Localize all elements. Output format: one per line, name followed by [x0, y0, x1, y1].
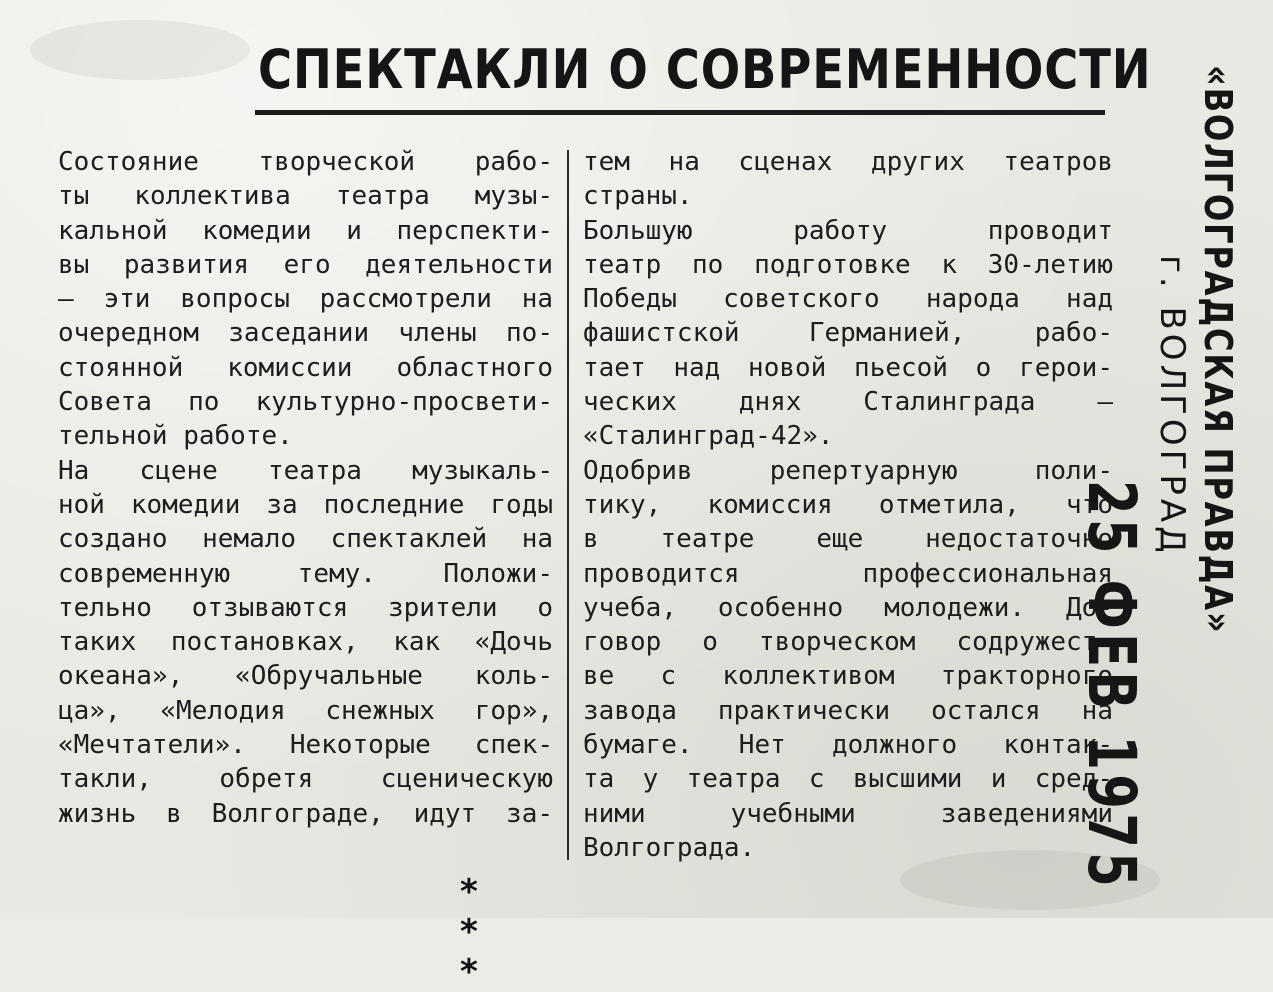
text-line: ве с коллективом тракторного — [583, 661, 1113, 692]
text-line: На сцене театра музыкаль- — [58, 455, 553, 486]
text-line: учеба, особенно молодежи. До- — [583, 592, 1113, 623]
paper-smudge — [30, 20, 250, 80]
text-line: тику, комиссия отметила, что — [583, 489, 1113, 520]
text-line: театр по подготовке к 30-летию — [583, 249, 1113, 280]
text-line: говор о творческом содружест- — [583, 627, 1113, 658]
text-line: Большую работу проводит — [583, 215, 1113, 246]
text-line: стоянной комиссии областного — [58, 352, 553, 383]
text-line: ца», «Мелодия снежных гор», — [58, 695, 553, 726]
text-line: Состояние творческой рабо- — [58, 147, 553, 177]
text-line: тает над новой пьесой о герои- — [583, 352, 1113, 383]
text-line: «Мечтатели». Некоторые спек- — [58, 730, 553, 761]
text-line: тем на сценах других театров — [583, 147, 1113, 177]
section-separator: * * * — [460, 872, 540, 992]
text-line: вы развития его деятельности — [58, 249, 553, 280]
text-line: в театре еще недостаточно — [583, 524, 1113, 555]
text-line: ной комедии за последние годы — [58, 489, 553, 520]
stamp-date: 25 ФЕВ 1975 — [1073, 480, 1150, 892]
column-divider — [567, 150, 569, 860]
text-line: океана», «Обручальные коль- — [58, 661, 553, 692]
text-line: создано немало спектаклей на — [58, 524, 553, 555]
text-line: современную тему. Положи- — [58, 558, 553, 589]
text-line: бумаге. Нет должного контак- — [583, 730, 1113, 761]
text-line: — эти вопросы рассмотрели на — [58, 284, 553, 315]
text-line: Одобрив репертуарную поли- — [583, 455, 1113, 486]
text-line: ты коллектива театра музы- — [58, 181, 553, 212]
article-column-left — [58, 145, 553, 831]
text-line: очередном заседании члены по- — [58, 318, 553, 349]
text-line: Волгограда. — [583, 832, 756, 863]
text-line: Победы советского народа над — [583, 284, 1113, 315]
text-line: тельной работе. — [58, 421, 293, 452]
text-line: кальной комедии и перспекти- — [58, 215, 553, 246]
text-line: «Сталинград-42». — [583, 421, 834, 452]
text-line: жизнь в Волгограде, идут за- — [58, 798, 553, 829]
text-line: ческих днях Сталинграда — — [583, 387, 1113, 418]
text-line: страны. — [583, 181, 693, 212]
text-line: ними учебными заведениями — [583, 798, 1113, 829]
text-line: таких постановках, как «Дочь — [58, 627, 553, 658]
text-line: тельно отзываются зрители о — [58, 592, 553, 623]
text-line: такли, обретя сценическую — [58, 764, 553, 795]
article-headline: СПЕКТАКЛИ О СОВРЕМЕННОСТИ — [258, 38, 1152, 101]
text-line: завода практически остался на — [583, 695, 1113, 726]
text-line: проводится профессиональная — [583, 558, 1113, 589]
text-line: Совета по культурно-просвети- — [58, 387, 553, 418]
text-line: та у театра с высшими и сред- — [583, 764, 1113, 795]
headline-rule — [255, 110, 1105, 115]
stamp-newspaper-name: «ВОЛГОГРАДСКАЯ ПРАВДА» — [1196, 65, 1240, 635]
text-line: фашистской Германией, рабо- — [583, 318, 1113, 349]
article-column-right — [583, 145, 1113, 865]
stamp-city: г. ВОЛГОГРАД — [1152, 255, 1192, 557]
